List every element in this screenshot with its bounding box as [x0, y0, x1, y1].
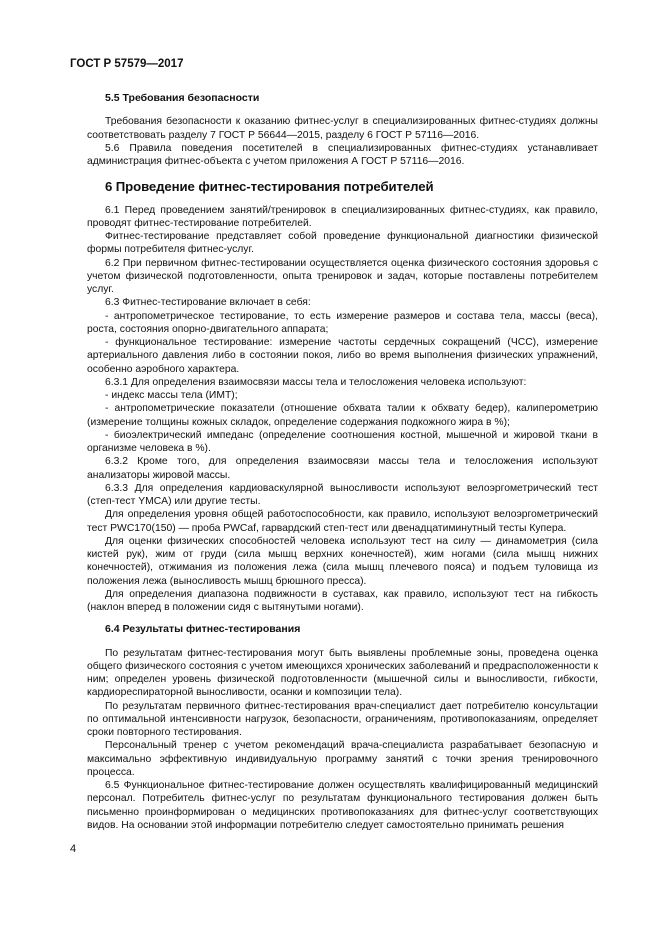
paragraph: Фитнес-тестирование представляет собой проведение функциональной диагностики физической формы потребителя фитнес-услуг. [87, 231, 598, 256]
paragraph: 6.1 Перед проведением занятий/тренировок в специализированных фитнес-студиях, как правило, проводят фитнес-тестирование потребителей. [87, 204, 598, 229]
section-6-4-heading: 6.4 Результаты фитнес-тестирования [105, 623, 301, 636]
paragraph: 6.3.3 Для определения кардиоваскулярной выносливости используют велоэргометрический тест (степ-тест YMCA) или другие тесты. [87, 482, 598, 507]
paragraph: 6.3 Фитнес-тестирование включает в себя: [105, 297, 311, 309]
list-item: - индекс массы тела (ИМТ); [105, 390, 238, 401]
paragraph: По результатам первичного фитнес-тестирования врач-специалист дает потребителю консультации по оптимальной интенсивности нагрузок, безопасности, ограничениям, противопоказаниям, определяет сроки повторного тестирования. [87, 700, 598, 738]
paragraph: 6.5 Функциональное фитнес-тестирование должен осуществлять квалифицированный медицинский персонал. Потребитель фитнес-услуг по результатам функционального тестирования должен быть письменно проинформирован о медицинских противопоказаниях для фитнес-услуг соответствующих видов. На основании этой информации потребителю следует самостоятельно принимать решения [87, 780, 598, 831]
paragraph: Для оценки физических способностей человека используют тест на силу — динамометрия (сила кистей рук), жим от груди (сила мышц верхних конечностей), жим ногами (сила мышц нижних конечностей), отжимания из положения лежа (сила мышц плечевого пояса) и подъем туловища из положения лежа (выносливость мышц брюшного пресса). [87, 535, 598, 587]
paragraph: 5.6 Правила поведения посетителей в специализированных фитнес-студиях устанавливает администрация фитнес-объекта с учетом приложения А ГОСТ Р 57116—2016. [87, 142, 598, 167]
paragraph: По результатам фитнес-тестирования могут быть выявлены проблемные зоны, проведена оценка общего физического состояния с учетом имеющихся хронических заболеваний и предрасположенности к ним; определен уровень физической подготовленности (мышечной силы и выносливости, гибкости, кардиореспираторной выносливости, осанки и композиции тела). [87, 647, 598, 699]
standard-header: ГОСТ Р 57579—2017 [70, 58, 184, 70]
list-item: - функциональное тестирование: измерение частоты сердечных сокращений (ЧСС), измерение артериального давления либо в состоянии покоя, либо во время выполнения физических упражнений, особенно аэробного характера. [87, 337, 598, 375]
list-item: - биоэлектрический импеданс (определение соотношения костной, мышечной и жировой ткани в организме человека в %). [87, 429, 598, 454]
paragraph: 6.3.1 Для определения взаимосвязи массы тела и телосложения человека используют: [105, 376, 527, 388]
paragraph: Для определения диапазона подвижности в суставах, как правило, используют тест на гибкость (наклон вперед в положении сидя с вытянутыми ногами). [87, 588, 598, 613]
list-item: - антропометрические показатели (отношение обхвата талии к обхвату бедер), калиперометрию (измерение толщины кожных складок, определение содержания подкожного жира в %); [87, 403, 598, 428]
section-5-5-heading: 5.5 Требования безопасности [105, 92, 260, 104]
section-6-heading: 6 Проведение фитнес-тестирования потребителей [105, 179, 434, 195]
list-item: - антропометрическое тестирование, то есть измерение размеров и состава тела, массы (веса), роста, состояния опорно-двигательного аппарата; [87, 310, 598, 335]
paragraph: Персональный тренер с учетом рекомендаций врача-специалиста разрабатывает безопасную и максимально эффективную индивидуальную программу занятий с точки зрения тренировочного процесса. [87, 740, 598, 778]
paragraph: Требования безопасности к оказанию фитнес-услуг в специализированных фитнес-студиях должны соответствовать разделу 7 ГОСТ Р 56644—2015, разделу 6 ГОСТ Р 57116—2016. [87, 116, 598, 141]
paragraph: 6.2 При первичном фитнес-тестировании осуществляется оценка физического состояния здоровья с учетом физической подготовленности, опыта тренировок и задач, которые поставлены потребителем услуг. [87, 257, 598, 295]
page-number: 4 [70, 843, 77, 855]
document-body [87, 92, 598, 832]
paragraph: 6.3.2 Кроме того, для определения взаимосвязи массы тела и телосложения используют анализаторы жировой массы. [87, 456, 598, 481]
paragraph: Для определения уровня общей работоспособности, как правило, используют велоэргометрический тест PWC170(150) — проба PWCaf, гарвардский степ-тест или двенадцатиминутный тесты Купера. [87, 509, 598, 534]
